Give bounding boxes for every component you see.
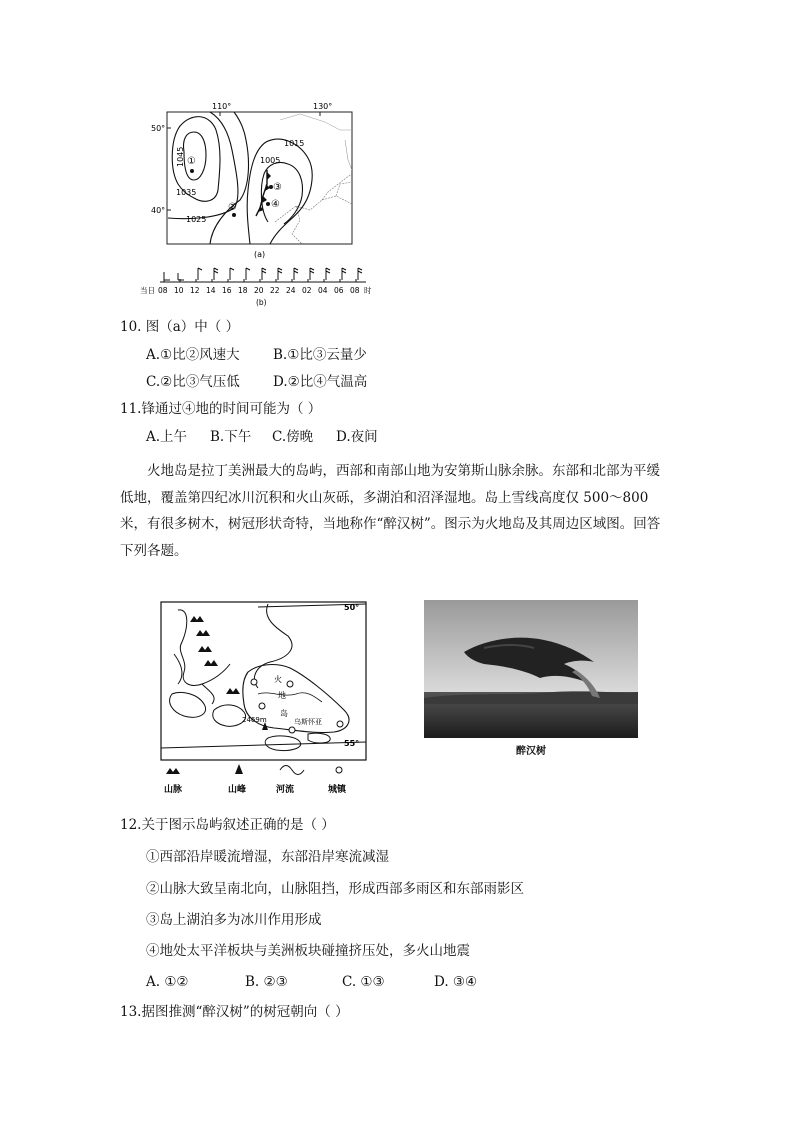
figure-a-caption: (a)	[254, 250, 266, 259]
legend-town-icon	[336, 767, 342, 773]
point-4-dot	[266, 202, 270, 206]
legend-river-label: 河流	[276, 785, 295, 795]
lat-label-50: 50°	[151, 124, 166, 133]
q10-option-a: A.①比②风速大	[146, 347, 240, 363]
q12-statement-3: ③岛上湖泊多为冰川作用形成	[146, 912, 322, 928]
legend-peak-icon	[235, 764, 243, 774]
isobar-label-1015: 1015	[284, 139, 305, 148]
wind-barb	[262, 268, 266, 280]
island-char-1: 火	[274, 675, 282, 684]
town-marker	[287, 681, 293, 687]
island-map-figure	[158, 598, 378, 798]
wind-barb	[246, 268, 250, 280]
isobar-label-1035: 1035	[176, 188, 197, 197]
isobar-1015-outer	[210, 112, 248, 244]
wind-barb	[358, 268, 362, 280]
point-2-dot	[232, 213, 236, 217]
town-marker	[337, 721, 343, 727]
q11-option-d: D.夜间	[336, 429, 378, 445]
hour-label: 08	[158, 286, 168, 295]
legend-mountain-label: 山脉	[164, 785, 183, 795]
point-2-label: ②	[228, 202, 237, 213]
wind-barb	[178, 273, 184, 280]
lat-label-40: 40°	[151, 206, 166, 215]
q10-option-b: B.①比③云量少	[273, 347, 367, 363]
legend-peak-label: 山峰	[228, 785, 247, 795]
hour-label: 06	[334, 286, 344, 295]
hour-label: 20	[254, 286, 264, 295]
hour-label: 14	[206, 286, 216, 295]
q11-option-a: A.上午	[146, 429, 188, 445]
island-map-frame	[161, 602, 366, 760]
peak-label: 2469m	[242, 716, 267, 724]
point-3-label: ③	[273, 182, 282, 193]
q12-statement-1: ①西部沿岸暖流增湿，东部沿岸寒流减湿	[146, 849, 389, 865]
q11-option-c: C.傍晚	[272, 429, 314, 445]
hour-label: 16	[222, 286, 232, 295]
hour-label: 08	[350, 286, 360, 295]
wind-barbs	[164, 268, 362, 280]
q10-option-c: C.②比③气压低	[146, 374, 240, 390]
hour-unit: 时	[364, 286, 372, 295]
town-marker	[251, 679, 257, 685]
hour-label: 02	[302, 286, 312, 295]
hour-label: 10	[174, 286, 184, 295]
time-axis-prefix: 当日	[140, 286, 155, 295]
city-label: 乌斯怀亚	[294, 718, 322, 726]
lat-label-bottom: 55°	[344, 739, 360, 748]
island-char-2: 地	[278, 691, 286, 700]
point-1-dot	[190, 169, 194, 173]
photo-caption: 醉汉树	[516, 746, 546, 757]
lon-label-130: 130°	[313, 102, 333, 111]
isobar-label-1045: 1045	[176, 146, 185, 167]
hour-label: 24	[286, 286, 296, 295]
q12-option-a: A. ①②	[146, 974, 189, 990]
q10-stem: 10. 图（a）中（ ）	[120, 319, 240, 335]
island-char-3: 岛	[280, 709, 288, 718]
passage	[120, 458, 665, 564]
q12-option-d: D. ③④	[434, 974, 478, 990]
lat-label-top: 50°	[344, 603, 360, 612]
wind-barb	[342, 268, 346, 280]
q12-option-c: C. ①③	[342, 974, 385, 990]
wind-barb	[326, 268, 330, 280]
q13-stem: 13.据图推测“醉汉树”的树冠朝向（ ）	[120, 1004, 349, 1020]
point-1-label: ①	[187, 156, 196, 167]
hour-label: 22	[270, 286, 280, 295]
q11-option-b: B.下午	[210, 429, 252, 445]
q10-option-d: D.②比④气温高	[273, 374, 368, 390]
passage-text: 火地岛是拉丁美洲最大的岛屿，西部和南部山地为安第斯山脉余脉。东部和北部为平缓低地，覆盖第四纪冰川沉积和火山灰砾，多湖泊和沼泽湿地。岛上雪线高度仅 500～800 米，有很多树木，树冠形状奇特，当地称作“醉汉树”。图示为火地岛及其周边区域图。回答下列各题。	[120, 463, 661, 559]
drunken-tree-photo	[424, 600, 638, 758]
legend-river-icon	[280, 766, 304, 775]
hour-label: 12	[190, 286, 200, 295]
wind-barb	[294, 268, 298, 280]
wind-barb	[278, 268, 282, 280]
lon-label-110: 110°	[212, 102, 232, 111]
legend-town-label: 城镇	[328, 785, 347, 795]
wind-barb	[164, 272, 170, 280]
town-marker	[259, 703, 265, 709]
isobar-label-1005: 1005	[260, 156, 281, 165]
wind-barb	[310, 268, 314, 280]
coastline	[275, 174, 352, 244]
wind-barb	[198, 268, 202, 280]
hour-label: 04	[318, 286, 328, 295]
photo-image	[424, 600, 638, 758]
wind-barb	[230, 268, 234, 280]
q11-stem: 11.锋通过④地的时间可能为（ ）	[120, 401, 322, 417]
isobar-label-1025: 1025	[186, 215, 207, 224]
q12-statement-2: ②山脉大致呈南北向，山脉阻挡，形成西部多雨区和东部雨影区	[146, 881, 524, 897]
point-4-label: ④	[271, 199, 280, 210]
figure-b-caption: (b)	[256, 298, 267, 307]
hour-label: 18	[238, 286, 248, 295]
q12-stem: 12.关于图示岛屿叙述正确的是（ ）	[120, 817, 335, 833]
wind-barb	[214, 268, 218, 280]
isobar-map-figure	[150, 100, 360, 262]
town-marker	[289, 727, 295, 733]
q12-statement-4: ④地处太平洋板块与美洲板块碰撞挤压处，多火山地震	[146, 943, 470, 959]
wind-barb-figure	[140, 262, 380, 310]
legend-mountain-icon	[166, 768, 180, 774]
q12-option-b: B. ②③	[245, 974, 288, 990]
